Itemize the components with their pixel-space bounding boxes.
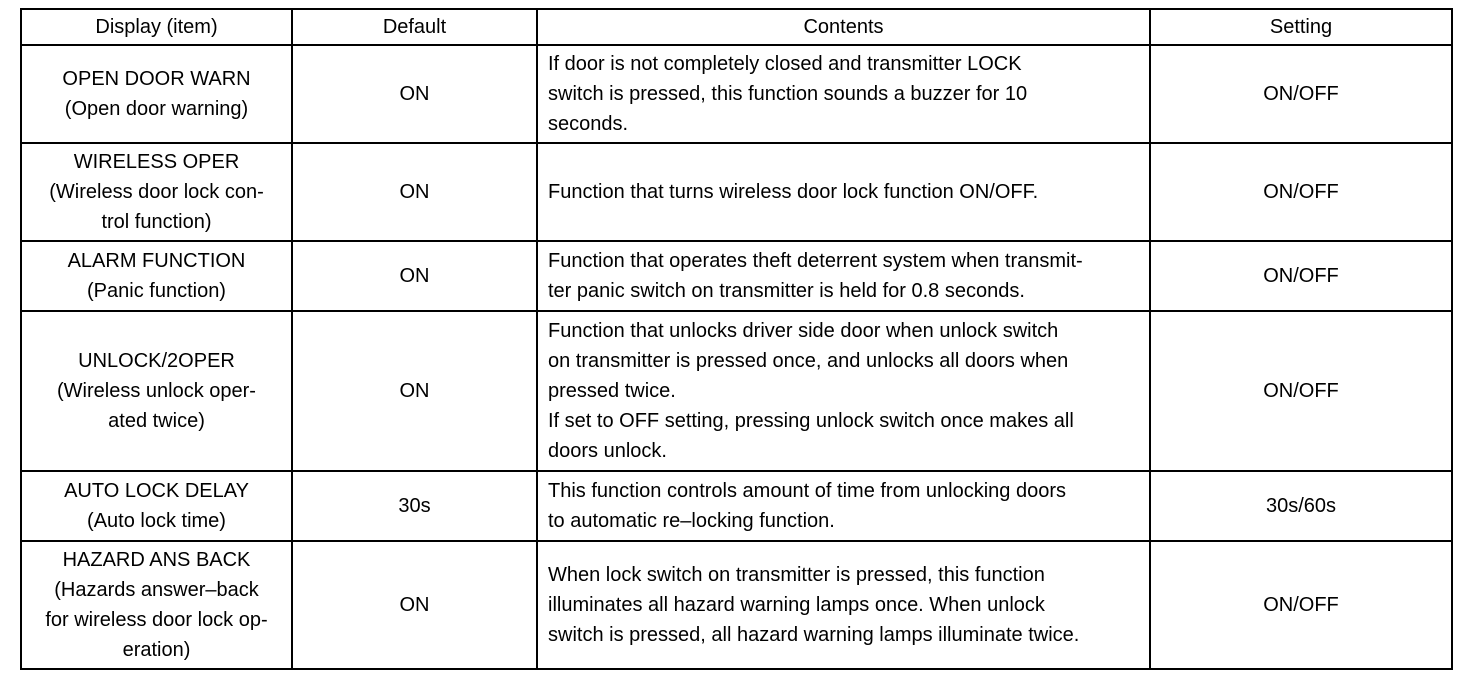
contents-line: If set to OFF setting, pressing unlock switch once makes all [548, 410, 1074, 432]
cell-display [21, 471, 292, 541]
display-line: (Panic function) [87, 280, 226, 302]
display-line: ALARM FUNCTION [67, 250, 246, 272]
header-row [21, 9, 1452, 45]
cell-default: ON [292, 311, 537, 471]
cell-default: ON [292, 143, 537, 241]
cell-contents [537, 143, 1150, 241]
cell-contents [537, 541, 1150, 669]
cell-setting: ON/OFF [1150, 241, 1452, 311]
display-line: UNLOCK/2OPER [78, 350, 235, 372]
contents-line: pressed twice. [548, 380, 676, 402]
contents-line: on transmitter is pressed once, and unlocks all doors when [548, 350, 1069, 372]
contents-line: switch is pressed, this function sounds a buzzer for 10 [548, 83, 1028, 105]
table-row [21, 311, 1452, 471]
cell-default: ON [292, 45, 537, 143]
cell-contents [537, 311, 1150, 471]
contents-line: Function that operates theft deterrent system when transmit- [548, 250, 1083, 272]
display-line: OPEN DOOR WARN [62, 68, 251, 90]
display-line: (Hazards answer–back [54, 579, 259, 601]
display-line: WIRELESS OPER [73, 151, 240, 173]
cell-setting: ON/OFF [1150, 143, 1452, 241]
table-row [21, 241, 1452, 311]
display-line: ated twice) [108, 410, 205, 432]
cell-setting: 30s/60s [1150, 471, 1452, 541]
table-row [21, 471, 1452, 541]
table-row [21, 45, 1452, 143]
cell-display [21, 241, 292, 311]
cell-contents [537, 471, 1150, 541]
display-line: (Auto lock time) [87, 510, 226, 532]
display-line: (Wireless unlock oper- [57, 380, 256, 402]
header-contents: Contents [537, 9, 1150, 45]
contents-line: to automatic re–locking function. [548, 510, 835, 532]
display-line: eration) [122, 639, 191, 661]
contents-line: Function that turns wireless door lock function ON/OFF. [548, 181, 1039, 203]
display-line: trol function) [101, 211, 212, 233]
cell-display [21, 143, 292, 241]
header-setting: Setting [1150, 9, 1452, 45]
cell-setting: ON/OFF [1150, 311, 1452, 471]
contents-line: When lock switch on transmitter is pressed, this function [548, 564, 1045, 586]
cell-default: 30s [292, 471, 537, 541]
settings-table [20, 8, 1453, 670]
cell-display [21, 541, 292, 669]
cell-setting: ON/OFF [1150, 541, 1452, 669]
header-default: Default [292, 9, 537, 45]
cell-default: ON [292, 241, 537, 311]
cell-display [21, 45, 292, 143]
contents-line: illuminates all hazard warning lamps once. When unlock [548, 594, 1045, 616]
display-line: HAZARD ANS BACK [62, 549, 251, 571]
display-line: AUTO LOCK DELAY [64, 480, 249, 502]
cell-display [21, 311, 292, 471]
table-row [21, 541, 1452, 669]
contents-line: doors unlock. [548, 440, 667, 462]
contents-line: This function controls amount of time from unlocking doors [548, 480, 1067, 502]
header-display: Display (item) [21, 9, 292, 45]
display-line: for wireless door lock op- [45, 609, 268, 631]
contents-line: Function that unlocks driver side door when unlock switch [548, 320, 1059, 342]
contents-line: switch is pressed, all hazard warning lamps illuminate twice. [548, 624, 1080, 646]
table-row [21, 143, 1452, 241]
cell-contents [537, 45, 1150, 143]
contents-line: ter panic switch on transmitter is held for 0.8 seconds. [548, 280, 1025, 302]
cell-default: ON [292, 541, 537, 669]
cell-contents [537, 241, 1150, 311]
cell-setting: ON/OFF [1150, 45, 1452, 143]
contents-line: seconds. [548, 113, 629, 135]
contents-line: If door is not completely closed and transmitter LOCK [548, 53, 1022, 75]
display-line: (Wireless door lock con- [49, 181, 264, 203]
display-line: (Open door warning) [64, 98, 249, 120]
